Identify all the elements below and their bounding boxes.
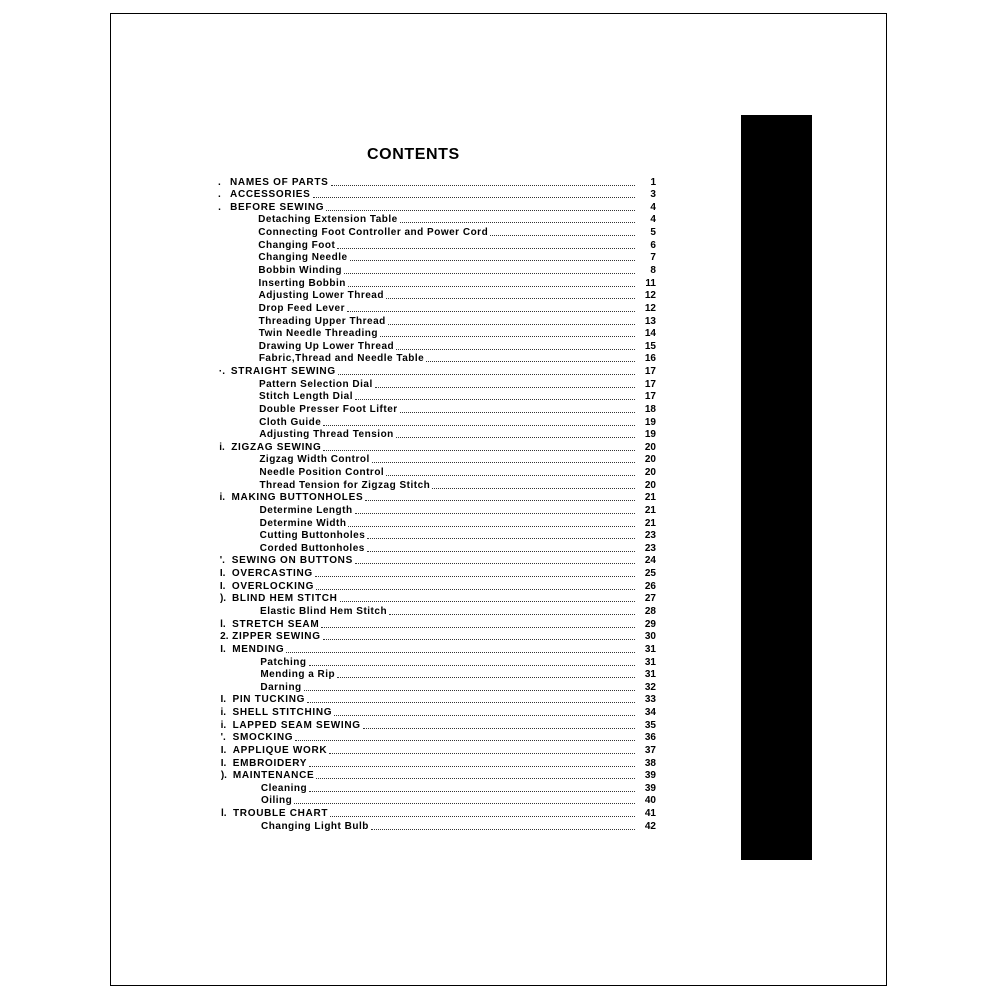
toc-entry-page: 31 <box>644 643 656 655</box>
toc-entry-number: '. <box>219 555 225 567</box>
toc-entry-label: Connecting Foot Controller and Power Cord <box>258 227 489 239</box>
dot-leader <box>326 210 635 211</box>
toc-entry <box>260 504 656 517</box>
toc-entry-page: 18 <box>644 403 656 415</box>
toc-entry <box>259 391 656 404</box>
toc-entry <box>220 643 656 656</box>
toc-entry <box>259 315 656 328</box>
toc-entry <box>258 277 656 290</box>
dot-leader <box>363 728 635 729</box>
toc-entry-label: BEFORE SEWING <box>230 201 325 213</box>
toc-entry <box>220 580 656 593</box>
toc-entry-number: 2. <box>220 631 229 643</box>
toc-entry <box>220 555 656 568</box>
dot-leader <box>371 829 635 830</box>
toc-entry-number: ). <box>219 593 227 605</box>
toc-entry-label: Drop Feed Lever <box>258 302 346 314</box>
toc-entry-page: 13 <box>644 315 656 327</box>
toc-entry-label: Darning <box>260 681 302 693</box>
dot-leader <box>344 273 635 274</box>
dot-leader <box>323 450 635 451</box>
toc-entry-page: 34 <box>644 707 656 719</box>
dot-leader <box>323 425 635 426</box>
toc-entry-label: MAINTENANCE <box>232 770 315 782</box>
toc-entry-number: ). <box>220 770 227 782</box>
toc-entry-number: i. <box>219 492 226 504</box>
dot-leader <box>309 791 635 792</box>
dot-leader <box>355 513 635 514</box>
toc-entry <box>261 820 656 833</box>
toc-entry-label: Changing Foot <box>258 239 336 251</box>
toc-entry-number: i. <box>219 441 225 453</box>
toc-entry-page: 11 <box>645 277 656 289</box>
toc-entry-label: OVERCASTING <box>231 568 313 580</box>
dot-leader <box>355 563 635 564</box>
toc-entry-page: 17 <box>644 378 656 390</box>
toc-entry <box>218 176 656 189</box>
toc-entry <box>221 744 656 757</box>
toc-entry-page: 39 <box>644 770 656 782</box>
toc-entry-page: 29 <box>644 618 656 630</box>
dot-leader <box>321 627 635 628</box>
toc-entry <box>260 605 656 618</box>
toc-entry-page: 4 <box>650 201 656 213</box>
dot-leader <box>337 248 635 249</box>
toc-entry-page: 24 <box>644 555 656 567</box>
toc-entry-label: Threading Upper Thread <box>258 315 386 327</box>
toc-entry-label: Pattern Selection Dial <box>258 378 373 390</box>
toc-entry <box>260 669 656 682</box>
toc-entry-label: Drawing Up Lower Thread <box>258 340 395 352</box>
toc-entry-number: l. <box>220 618 226 630</box>
dot-leader <box>313 197 635 198</box>
dot-leader <box>426 361 635 362</box>
toc-entry-number: I. <box>219 568 226 580</box>
toc-entry <box>259 328 656 341</box>
toc-entry-number: i. <box>220 707 227 719</box>
toc-entry-page: 40 <box>644 795 656 807</box>
toc-entry-label: Changing Needle <box>258 252 348 264</box>
toc-entry-label: Determine Width <box>259 517 347 529</box>
toc-entry-page: 3 <box>650 189 656 201</box>
dot-leader <box>309 665 635 666</box>
toc-entry-label: SMOCKING <box>232 732 294 744</box>
toc-entry <box>259 454 656 467</box>
toc-entry <box>259 378 656 391</box>
toc-entry-page: 21 <box>644 517 656 529</box>
toc-entry-page: 31 <box>644 656 656 668</box>
toc-entry <box>220 492 657 505</box>
dot-leader <box>295 740 635 741</box>
toc-entry <box>259 479 656 492</box>
toc-entry-label: Stitch Length Dial <box>259 391 354 403</box>
dot-leader <box>316 778 635 779</box>
toc-entry-label: Cloth Guide <box>259 416 322 428</box>
dot-leader <box>375 387 635 388</box>
toc-entry-page: 6 <box>650 239 656 251</box>
toc-entry-label: ZIPPER SEWING <box>232 631 321 643</box>
toc-entry-number: I. <box>220 694 227 706</box>
toc-entry-page: 21 <box>644 492 656 504</box>
toc-entry-number: I. <box>220 643 226 655</box>
toc-entry <box>259 340 656 353</box>
dot-leader <box>355 399 635 400</box>
toc-entry-label: Corded Buttonholes <box>259 542 365 554</box>
dot-leader <box>380 336 635 337</box>
toc-entry <box>218 189 656 202</box>
dot-leader <box>400 412 635 413</box>
toc-entry-number: '. <box>220 732 226 744</box>
toc-entry-page: 37 <box>644 744 656 756</box>
toc-entry <box>259 302 656 315</box>
toc-entry-page: 33 <box>644 694 656 706</box>
toc-entry <box>258 227 656 240</box>
toc-entry-label: ZIGZAG SEWING <box>231 441 322 453</box>
dot-leader <box>304 690 635 691</box>
toc-entry <box>259 403 656 416</box>
toc-entry-page: 17 <box>644 391 656 403</box>
toc-entry-label: OVERLOCKING <box>231 580 315 592</box>
dot-leader <box>330 816 635 817</box>
toc-entry-label: Changing Light Bulb <box>261 820 369 832</box>
dot-leader <box>389 614 635 615</box>
toc-entry-page: 27 <box>644 593 656 605</box>
dot-leader <box>316 589 635 590</box>
toc-entry-label: Twin Needle Threading <box>258 328 378 340</box>
toc-entry-page: 19 <box>644 416 656 428</box>
black-edge-bar <box>741 115 812 860</box>
toc-entry <box>220 568 656 581</box>
toc-entry-page: 12 <box>644 290 656 302</box>
toc-entry-label: MAKING BUTTONHOLES <box>231 492 364 504</box>
dot-leader <box>348 526 635 527</box>
toc-entry-label: NAMES OF PARTS <box>230 176 329 188</box>
toc-entry-label: STRETCH SEAM <box>232 618 320 630</box>
dot-leader <box>309 766 635 767</box>
toc-entry-label: Detaching Extension Table <box>258 214 398 226</box>
toc-entry <box>260 542 656 555</box>
dot-leader <box>315 576 635 577</box>
toc-entry-page: 12 <box>644 302 656 314</box>
toc-entry-page: 20 <box>644 454 656 466</box>
toc-entry-page: 38 <box>644 757 656 769</box>
toc-entry-label: MENDING <box>232 643 285 655</box>
toc-entry <box>220 593 656 606</box>
toc-entry-page: 32 <box>644 681 656 693</box>
toc-entry-page: 1 <box>650 176 656 188</box>
toc-entry <box>260 530 656 543</box>
dot-leader <box>367 538 635 539</box>
toc-entry-number: ·. <box>218 366 225 378</box>
toc-entry-label: BLIND HEM STITCH <box>231 593 338 605</box>
dot-leader <box>334 715 635 716</box>
toc-entry-page: 5 <box>650 227 656 239</box>
toc-entry <box>259 429 656 442</box>
toc-entry-label: Cleaning <box>260 782 308 794</box>
toc-entry-page: 21 <box>644 504 656 516</box>
toc-entry-page: 25 <box>644 568 656 580</box>
toc-entry <box>221 757 656 770</box>
dot-leader <box>386 475 635 476</box>
toc-entry-page: 42 <box>644 820 656 832</box>
toc-entry-number: . <box>218 189 221 201</box>
toc-entry-page: 19 <box>644 429 656 441</box>
toc-entry <box>261 782 656 795</box>
dot-leader <box>365 500 635 501</box>
contents-title: CONTENTS <box>367 146 460 163</box>
toc-entry-label: Adjusting Thread Tension <box>259 429 394 441</box>
toc-entry-label: TROUBLE CHART <box>233 808 329 820</box>
toc-entry-number: I. <box>220 757 227 769</box>
toc-entry-label: Thread Tension for Zigzag Stitch <box>259 479 431 491</box>
toc-entry <box>260 656 656 669</box>
dot-leader <box>386 298 635 299</box>
toc-entry <box>258 214 656 227</box>
toc-entry-page: 41 <box>644 808 656 820</box>
dot-leader <box>340 601 635 602</box>
toc-entry <box>218 201 656 214</box>
toc-entry <box>260 681 656 694</box>
toc-entry-label: SEWING ON BUTTONS <box>231 555 353 567</box>
dot-leader <box>331 185 635 186</box>
toc-entry-page: 31 <box>644 669 656 681</box>
toc-entry-page: 17 <box>644 366 656 378</box>
toc-entry-page: 7 <box>650 252 656 264</box>
toc-entry <box>221 732 656 745</box>
toc-entry-page: 23 <box>644 530 656 542</box>
toc-entry-label: Oiling <box>260 795 293 807</box>
dot-leader <box>329 753 635 754</box>
toc-entry <box>258 264 656 277</box>
toc-entry <box>219 365 656 378</box>
toc-entry-label: APPLIQUE WORK <box>232 744 328 756</box>
toc-entry-label: PIN TUCKING <box>232 694 306 706</box>
toc-entry-page: 30 <box>644 631 656 643</box>
toc-entry-label: Cutting Buttonholes <box>259 530 366 542</box>
toc-entry-page: 16 <box>644 353 656 365</box>
toc-entry-page: 4 <box>650 214 656 226</box>
toc-entry-page: 36 <box>644 732 656 744</box>
dot-leader <box>388 324 635 325</box>
toc-entry-label: Inserting Bobbin <box>258 277 346 289</box>
toc-entry <box>258 239 656 252</box>
toc-entry-page: 23 <box>644 542 656 554</box>
dot-leader <box>337 677 635 678</box>
toc-entry-page: 20 <box>644 441 656 453</box>
toc-entry-page: 15 <box>644 340 656 352</box>
dot-leader <box>350 260 635 261</box>
toc-entry-number: i. <box>220 719 227 731</box>
toc-entry-number: I. <box>220 744 227 756</box>
toc-entry <box>259 416 656 429</box>
toc-entry-label: ACCESSORIES <box>230 189 311 201</box>
toc-entry-label: Patching <box>260 656 307 668</box>
toc-entry-page: 20 <box>644 479 656 491</box>
toc-entry-label: Needle Position Control <box>259 467 385 479</box>
toc-entry-number: I. <box>219 580 226 592</box>
toc-entry <box>221 719 656 732</box>
toc-entry-number: . <box>218 176 221 188</box>
toc-entry-label: STRAIGHT SEWING <box>230 366 336 378</box>
dot-leader <box>348 286 635 287</box>
toc-entry-label: Mending a Rip <box>260 669 336 681</box>
dot-leader <box>400 222 635 223</box>
toc-entry <box>221 770 656 783</box>
toc-entry <box>220 618 656 631</box>
dot-leader <box>372 462 635 463</box>
toc-entry-page: 39 <box>644 782 656 794</box>
toc-entry <box>259 353 656 366</box>
toc-entry <box>220 631 656 644</box>
toc-entry <box>219 441 656 454</box>
toc-entry-page: 26 <box>644 580 656 592</box>
toc-entry-label: Elastic Blind Hem Stitch <box>260 606 388 617</box>
dot-leader <box>307 702 635 703</box>
dot-leader <box>338 374 635 375</box>
toc-entry-label: Bobbin Winding <box>258 265 342 276</box>
toc-entry <box>220 694 656 707</box>
toc-entry <box>221 808 656 821</box>
toc-entry-page: 14 <box>644 328 656 340</box>
dot-leader <box>432 488 635 489</box>
dot-leader <box>347 311 635 312</box>
dot-leader <box>286 652 635 653</box>
toc-entry-label: EMBROIDERY <box>232 757 308 769</box>
toc-entry-number: . <box>218 201 221 213</box>
toc-entry <box>259 466 656 479</box>
dot-leader <box>367 551 635 552</box>
toc-entry-label: Double Presser Foot Lifter <box>259 403 398 415</box>
toc-entry-number: l. <box>221 808 227 820</box>
dot-leader <box>396 437 635 438</box>
dot-leader <box>294 803 635 804</box>
toc-entry-label: Zigzag Width Control <box>259 454 370 466</box>
toc-entry <box>258 252 656 265</box>
dot-leader <box>323 639 635 640</box>
toc-entry <box>261 795 656 808</box>
dot-leader <box>490 235 635 236</box>
toc-entry <box>260 517 656 530</box>
dot-leader <box>396 349 635 350</box>
toc-entry-label: Fabric,Thread and Needle Table <box>258 353 425 365</box>
toc-entry <box>259 290 656 303</box>
toc-entry-label: Determine Length <box>259 504 353 516</box>
toc-entry-page: 8 <box>650 265 656 276</box>
toc-entry-page: 20 <box>644 467 656 479</box>
toc-entry-page: 35 <box>644 719 656 731</box>
toc-entry-label: LAPPED SEAM SEWING <box>232 719 361 731</box>
toc-entry <box>221 706 656 719</box>
toc-entry-label: SHELL STITCHING <box>232 707 333 719</box>
toc-entry-page: 28 <box>644 606 656 617</box>
toc-entry-label: Adjusting Lower Thread <box>258 290 384 302</box>
